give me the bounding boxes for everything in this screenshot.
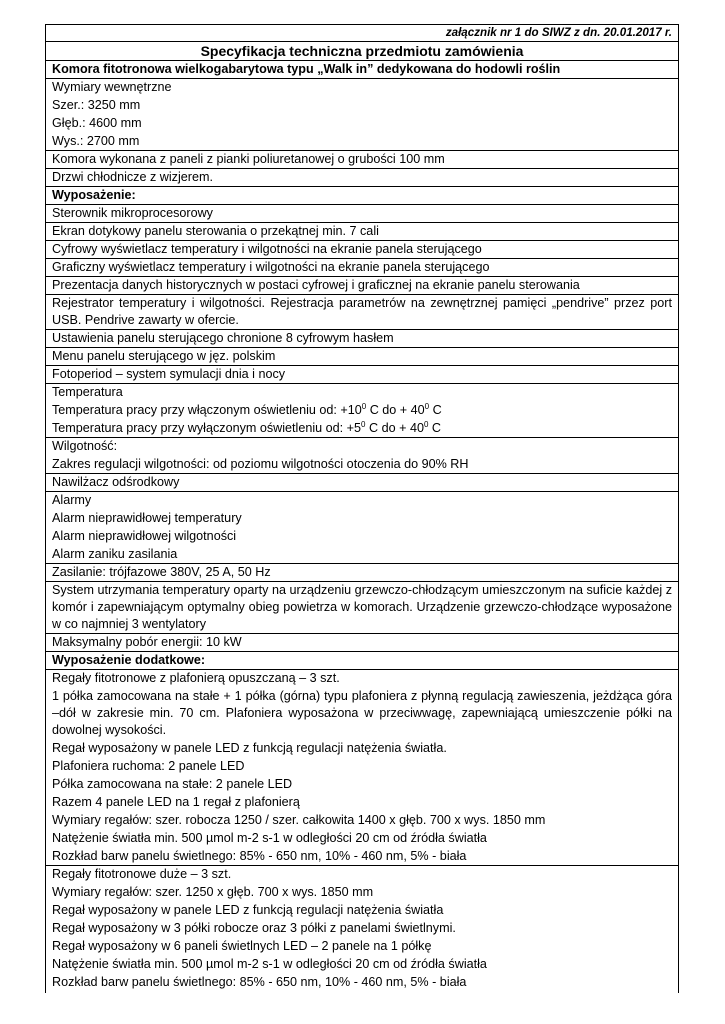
alarm-power: Alarm zaniku zasilania [52,547,178,561]
large-racks-color-distribution: Rozkład barw panelu świetlnego: 85% - 650 nm, 10% - 460 nm, 5% - biała [52,975,467,989]
small-racks-movable-panels: Plafoniera ruchoma: 2 panele LED [52,759,245,773]
dimension-height: Wys.: 2700 mm [52,134,140,148]
temperature-cell [46,384,679,438]
alarms-cell [46,492,679,564]
doors-row: Drzwi chłodnicze z wizjerem. [46,169,679,187]
dimension-depth: Głęb.: 4600 mm [52,116,142,130]
large-racks-shelves: Regał wyposażony w 3 półki robocze oraz 3 półki z panelami świetlnymi. [52,921,456,935]
photoperiod-row: Fotoperiod – system symulacji dnia i nocy [46,366,679,384]
small-racks-dimensions: Wymiary regałów: szer. robocza 1250 / szer. całkowita 1400 x głęb. 700 x wys. 1850 mm [52,813,546,827]
large-racks-led: Regał wyposażony w panele LED z funkcją regulacji natężenia światła [52,903,444,917]
specification-page [45,24,679,993]
dimensions-heading: Wymiary wewnętrzne [52,80,172,94]
humidifier-row: Nawilżacz odśrodkowy [46,474,679,492]
chamber-subtitle: Komora fitotronowa wielkogabarytowa typu „Walk in” dedykowana do hodowli roślin [46,61,679,79]
recorder-row: Rejestrator temperatury i wilgotności. Rejestracja parametrów na zewnętrznej pamięci „pendrive” przez port USB. Pendrive zawarty w ofercie. [46,295,679,330]
equipment-heading: Wyposażenie: [46,187,679,205]
attachment-header: załącznik nr 1 do SIWZ z dn. 20.01.2017 r. [46,25,679,42]
large-racks-title: Regały fitotronowe duże – 3 szt. [52,867,232,881]
small-racks-color-distribution: Rozkład barw panelu świetlnego: 85% - 650 nm, 10% - 460 nm, 5% - biała [52,849,467,863]
humidity-cell [46,438,679,474]
small-racks-fixed-panels: Półka zamocowana na stałe: 2 panele LED [52,777,293,791]
small-racks-total-panels: Razem 4 panele LED na 1 regał z plafonierą [52,795,300,809]
small-racks-shelf-description: 1 półka zamocowana na stałe + 1 półka (górna) typu plafoniera z płynną regulacją zawieszenia, jeżdżąca góra –dół w zakresie min. 70 cm. Plafoniera wyposażona w przeciwwagę, zapewniającą umieszczenie półki na dowolnej wysokości. [52,689,672,737]
dimension-width: Szer.: 3250 mm [52,98,141,112]
small-racks-led: Regał wyposażony w panele LED z funkcją regulacji natężenia światła. [52,741,447,755]
digital-display-row: Cyfrowy wyświetlacz temperatury i wilgotności na ekranie panela sterującego [46,241,679,259]
controller-row: Sterownik mikroprocesorowy [46,205,679,223]
alarm-humidity: Alarm nieprawidłowej wilgotności [52,529,237,543]
large-racks-intensity: Natężenie światła min. 500 µmol m-2 s-1 w odległości 20 cm od źródła światła [52,957,487,971]
panels-row: Komora wykonana z paneli z pianki poliuretanowej o grubości 100 mm [46,151,679,169]
password-row: Ustawienia panelu sterującego chronione 8 cyfrowym hasłem [46,330,679,348]
alarms-heading: Alarmy [52,493,92,507]
dimensions-cell [46,79,679,151]
menu-language-row: Menu panelu sterującego w jęz. polskim [46,348,679,366]
small-racks-intensity: Natężenie światła min. 500 µmol m-2 s-1 w odległości 20 cm od źródła światła [52,831,487,845]
large-racks-cell [46,866,679,994]
large-racks-panels: Regał wyposażony w 6 paneli świetlnych LED – 2 panele na 1 półkę [52,939,432,953]
small-racks-title: Regały fitotronowe z plafonierą opuszczaną – 3 szt. [52,671,340,685]
document-title: Specyfikacja techniczna przedmiotu zamówienia [46,42,679,61]
max-power-row: Maksymalny pobór energii: 10 kW [46,634,679,652]
alarm-temperature: Alarm nieprawidłowej temperatury [52,511,242,525]
humidity-range: Zakres regulacji wilgotności: od poziomu wilgotności otoczenia do 90% RH [52,457,469,471]
touchscreen-row: Ekran dotykowy panelu sterowania o przekątnej min. 7 cali [46,223,679,241]
temperature-heading: Temperatura [52,385,123,399]
graphic-display-row: Graficzny wyświetlacz temperatury i wilgotności na ekranie panela sterującego [46,259,679,277]
small-racks-cell [46,670,679,866]
history-row: Prezentacja danych historycznych w postaci cyfrowej i graficznej na ekranie panelu sterowania [46,277,679,295]
large-racks-dimensions: Wymiary regałów: szer. 1250 x głęb. 700 x wys. 1850 mm [52,885,374,899]
temperature-unlit: Temperatura pracy przy wyłączonym oświetleniu od: $+5^0$ C do + $40^0$ C [52,419,442,435]
extra-equipment-heading: Wyposażenie dodatkowe: [46,652,679,670]
humidity-heading: Wilgotność: [52,439,118,453]
temperature-lit: Temperatura pracy przy włączonym oświetleniu od: $+10^0$ C do + $40^0$ C [52,401,442,417]
specification-table [45,24,679,993]
power-supply-row: Zasilanie: trójfazowe 380V, 25 A, 50 Hz [46,564,679,582]
climate-system-row: System utrzymania temperatury oparty na urządzeniu grzewczo-chłodzącym umieszczonym na suficie każdej z komór i zapewniającym optymalny obieg powietrza w komorach. Urządzenie grzewczo-chłodzące wyposażone w co najmniej 3 wentylatory [46,582,679,634]
